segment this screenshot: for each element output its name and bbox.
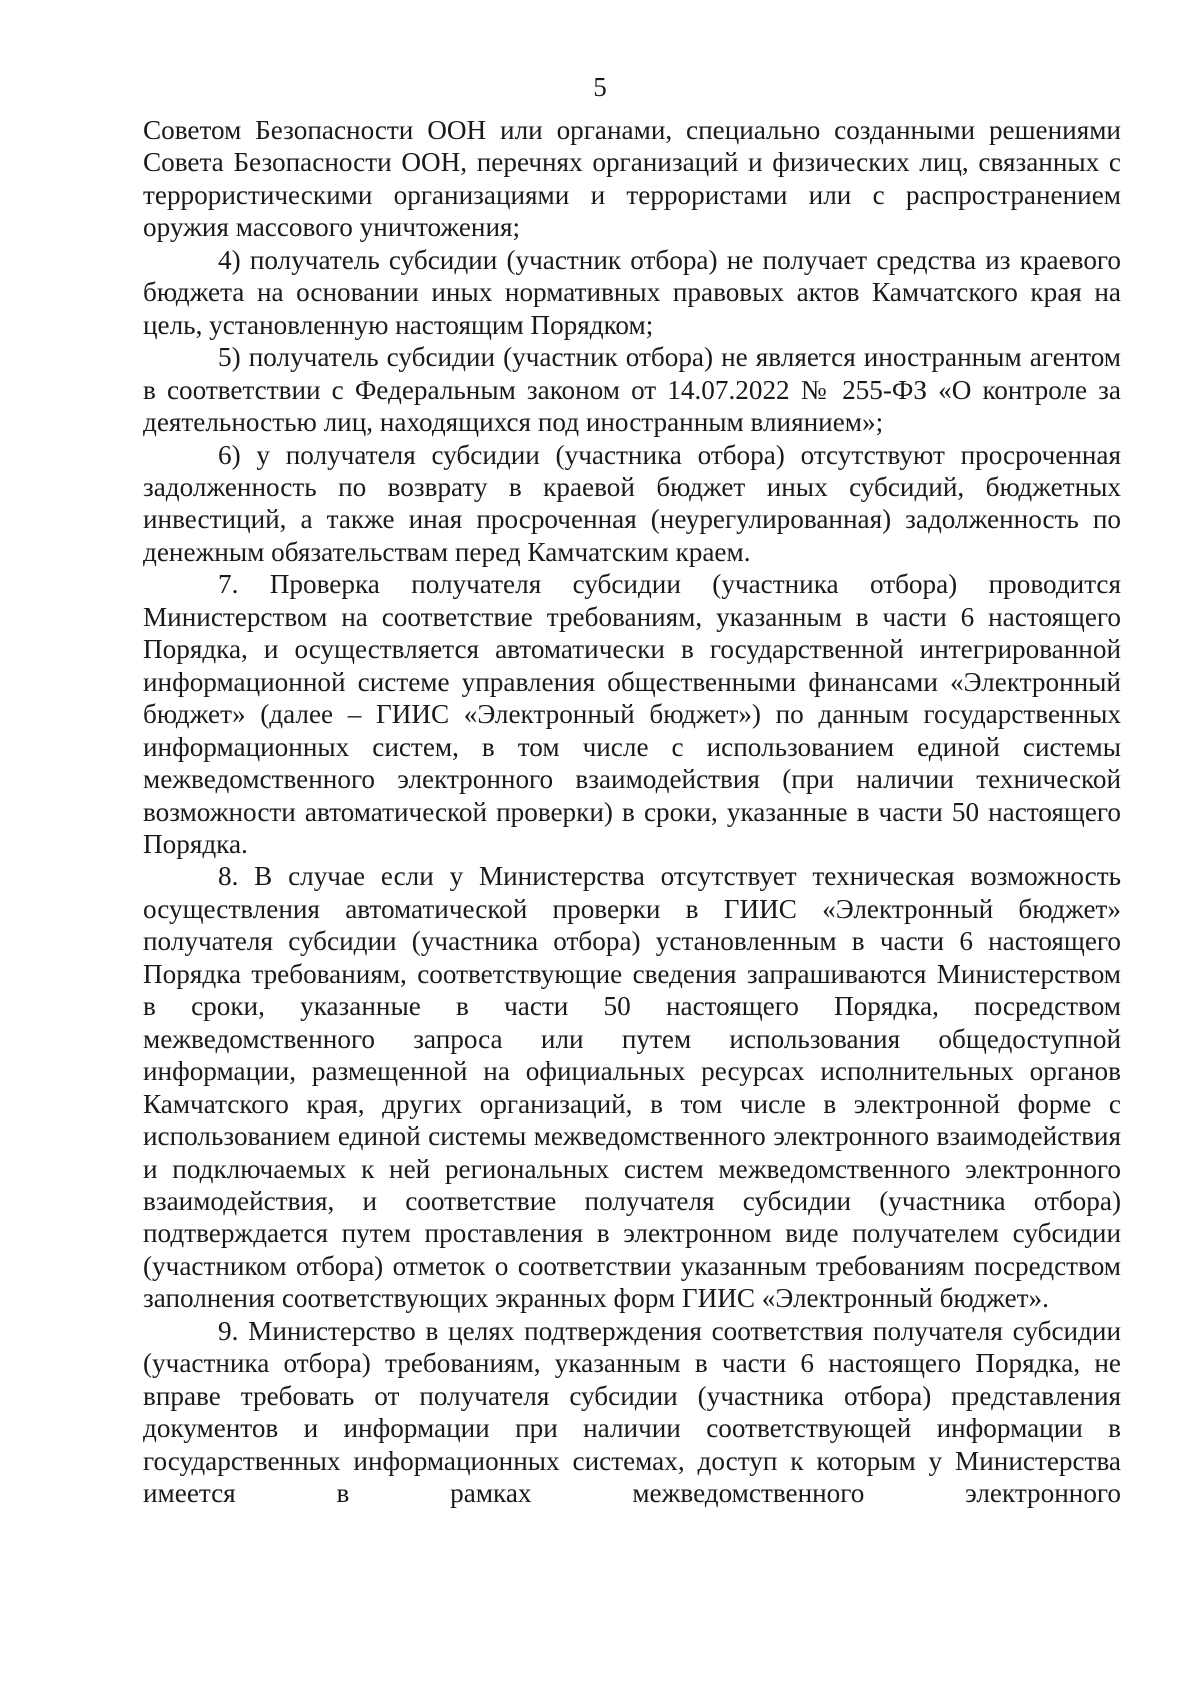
- document-body: [143, 114, 1121, 1509]
- paragraph-part-8: 8. В случае если у Министерства отсутствует техническая возможность осуществления автоматической проверки в ГИИС «Электронный бюджет» получателя субсидии (участника отбора) установленным в части 6 настоящего Порядка требованиям, соответствующие сведения запрашиваются Министерством в сроки, указанные в части 50 настоящего Порядка, посредством межведомственного запроса или путем использования общедоступной информации, размещенной на официальных ресурсах исполнительных органов Камчатского края, других организаций, в том числе в электронной форме с использованием единой системы межведомственного электронного взаимодействия и подключаемых к ней региональных систем межведомственного электронного взаимодействия, и соответствие получателя субсидии (участника отбора) подтверждается путем проставления в электронном виде получателем субсидии (участником отбора) отметок о соответствии указанным требованиям посредством заполнения соответствующих экранных форм ГИИС «Электронный бюджет».: [143, 861, 1121, 1314]
- paragraph-part-7: 7. Проверка получателя субсидии (участника отбора) проводится Министерством на соответствие требованиям, указанным в части 6 настоящего Порядка, и осуществляется автоматически в государственной интегрированной информационной системе управления общественными финансами «Электронный бюджет» (далее – ГИИС «Электронный бюджет») по данным государственных информационных систем, в том числе с использованием единой системы межведомственного электронного взаимодействия (при наличии технической возможности автоматической проверки) в сроки, указанные в части 50 настоящего Порядка.: [143, 569, 1121, 859]
- paragraph-continuation: Советом Безопасности ООН или органами, специально созданными решениями Совета Безопасности ООН, перечнях организаций и физических лиц, связанных с террористическими организациями и террористами или с распространением оружия массового уничтожения;: [143, 115, 1121, 243]
- paragraph-item-6: 6) у получателя субсидии (участника отбора) отсутствуют просроченная задолженность по возврату в краевой бюджет иных субсидий, бюджетных инвестиций, а также иная просроченная (неурегулированная) задолженность по денежным обязательствам перед Камчатским краем.: [143, 439, 1121, 567]
- paragraph-part-9: 9. Министерство в целях подтверждения соответствия получателя субсидии (участника отбора) требованиям, указанным в части 6 настоящего Порядка, не вправе требовать от получателя субсидии (участника отбора) представления документов и информации при наличии соответствующей информации в государственных информационных системах, доступ к которым у Министерства имеется в рамках межведомственного электронного: [143, 1315, 1121, 1509]
- paragraph-item-4: 4) получатель субсидии (участник отбора) не получает средства из краевого бюджета на основании иных нормативных правовых актов Камчатского края на цель, установленную настоящим Порядком;: [143, 244, 1121, 340]
- page-number: 5: [593, 72, 607, 102]
- paragraph-item-5: 5) получатель субсидии (участник отбора) не является иностранным агентом в соответствии с Федеральным законом от 14.07.2022 № 255-ФЗ «О контроле за деятельностью лиц, находящихся под иностранным влиянием»;: [143, 342, 1121, 438]
